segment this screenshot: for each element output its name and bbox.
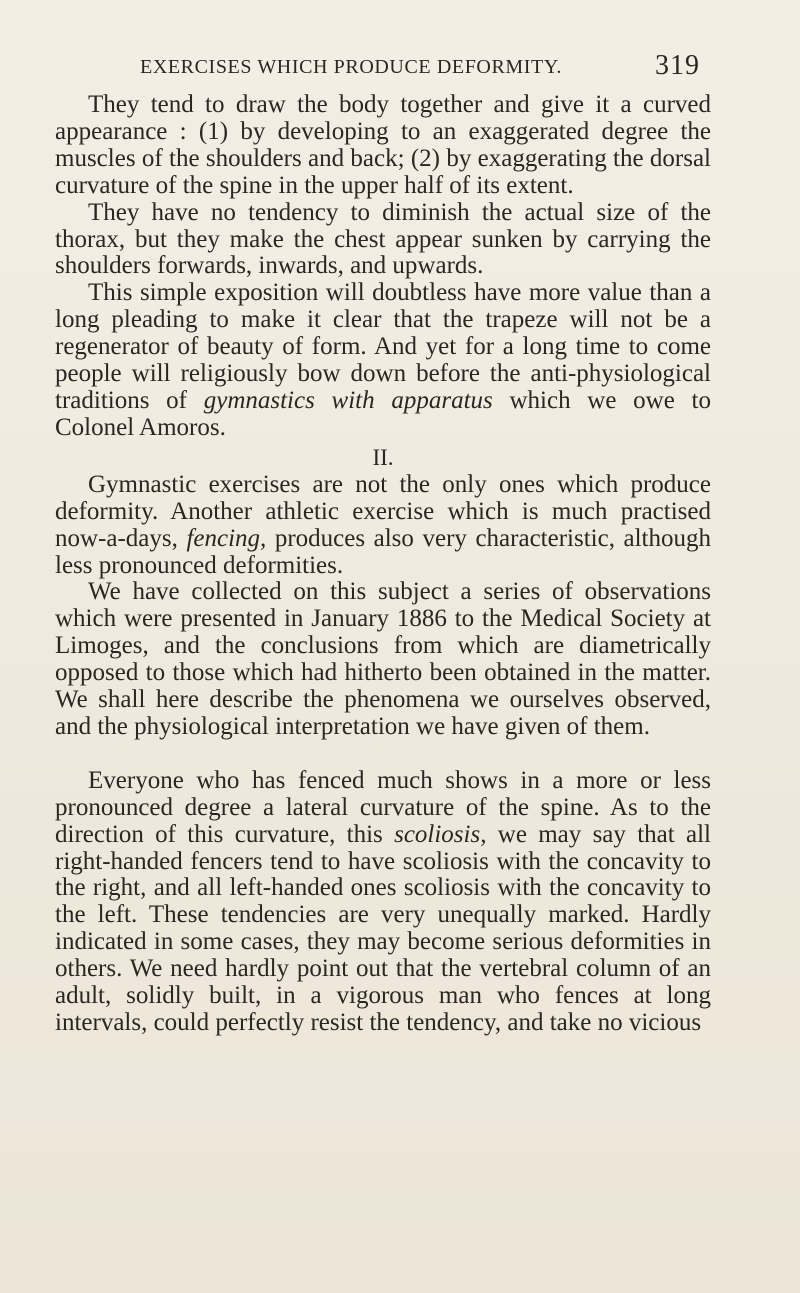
paragraph: They have no tendency to diminish the actual size of the thorax, but they make the chest appear sunken by carrying the shoulders forwards, inwards, and upwards. <box>55 198 711 280</box>
paragraph-text: which we owe to Colonel Amoros. <box>55 386 711 441</box>
paragraph-text: Everyone who has fenced much shows in a more or less pronounced degree a lateral curvature of the spine. As to the direction of this curvature, this <box>55 766 711 848</box>
page-number: 319 <box>655 50 700 81</box>
running-head <box>140 50 700 86</box>
paragraph-text: produces also very characteristic, although less pronounced deformities. <box>55 524 711 579</box>
paragraph: We have collected on this subject a series of observations which were presented in January 1886 to the Medical Society at Limoges, and the conclusions from which are diametrically opposed to those which had hitherto been obtained in the matter. We shall here describe the phenomena we ourselves observed, and the physiological interpretation we have given of them. <box>55 578 711 740</box>
paragraph: They tend to draw the body together and give it a curved appearance : (1) by developing to an exaggerated degree the muscles of the shoulders and back; (2) by exaggerating the dorsal curvature of the spine in the upper half of its extent. <box>55 91 711 199</box>
italic-phrase: fencing, <box>186 524 267 552</box>
italic-phrase: scoliosis, <box>394 820 487 848</box>
paragraph-text: Gymnastic exercises are not the only ones which produce deformity. Another athletic exercise which is much practised now-a-days, <box>55 470 711 552</box>
paragraph <box>55 768 711 1037</box>
body-text <box>55 92 711 1037</box>
paragraph-text: we may say that all right-handed fencers tend to have scoliosis with the concavity to the right, and all left-handed ones scoliosis with the concavity to the left. These tendencies are very unequally marked. Hardly indicated in some cases, they may become serious deformities in others. We need hardly point out that the vertebral column of an adult, solidly built, in a vigorous man who fences at long intervals, could perfectly resist the tendency, and take no vicious <box>55 820 711 1036</box>
paragraph-text: This simple exposition will doubtless have more value than a long pleading to make it clear that the trapeze will not be a regenerator of beauty of form. And yet for a long time to come people will religiously bow down before the anti-physiological traditions of <box>55 279 711 414</box>
italic-phrase: gymnastics with apparatus <box>203 386 493 414</box>
section-heading: II. <box>372 444 394 470</box>
running-title: EXERCISES WHICH PRODUCE DEFORMITY. <box>140 56 562 78</box>
paragraph <box>55 472 711 580</box>
paragraph <box>55 280 711 441</box>
